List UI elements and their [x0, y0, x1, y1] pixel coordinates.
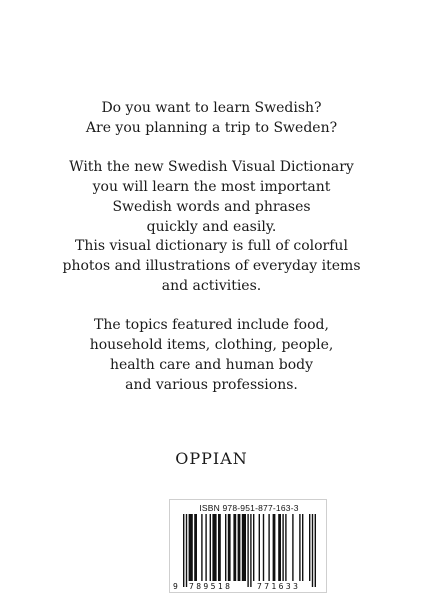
barcode-bar: [309, 514, 310, 581]
barcode-right-digits: 771633: [257, 582, 301, 591]
blurb-line: and activities.: [161, 278, 262, 294]
barcode-bar: [210, 514, 211, 581]
barcode-bar: [263, 514, 264, 581]
barcode-bar: [302, 514, 303, 581]
barcode-guard-bar: [250, 514, 251, 587]
blurb-line: Swedish words and phrases: [112, 199, 311, 215]
blurb-paragraph-4: [0, 315, 423, 395]
blurb-line: household items, clothing, people,: [89, 337, 334, 353]
barcode-bar: [205, 514, 206, 581]
barcode-bar: [233, 514, 236, 581]
barcode-bar: [201, 514, 202, 581]
barcode-bar: [282, 514, 283, 581]
blurb-line: This visual dictionary is full of colorful: [75, 238, 348, 254]
barcode-guard-bar: [312, 514, 313, 587]
barcode-bar: [253, 514, 254, 581]
barcode-guard-bar: [247, 514, 248, 587]
publisher-name: OPPIAN: [175, 449, 248, 468]
barcode-bar: [189, 514, 193, 581]
blurb-paragraph-3: [0, 236, 423, 296]
blurb-line: The topics featured include food,: [94, 317, 329, 333]
blurb-line: photos and illustrations of everyday items: [62, 258, 361, 274]
barcode-bar: [194, 514, 197, 581]
barcode-bar: [268, 514, 269, 581]
isbn-label: ISBN 978-951-877-163-3: [199, 503, 299, 513]
barcode-bar: [273, 514, 276, 581]
blurb-paragraph-1: [0, 98, 423, 138]
blurb-paragraph-2: [0, 157, 423, 237]
barcode-left-digits: 789518: [189, 582, 233, 591]
blurb-line: With the new Swedish Visual Dictionary: [69, 159, 354, 175]
barcode-graphic: [170, 500, 328, 594]
barcode-bar: [212, 514, 216, 581]
blurb-line: Do you want to learn Swedish?: [101, 100, 322, 116]
barcode-bar: [285, 514, 286, 581]
barcode-bar: [225, 514, 226, 581]
barcode-bar: [259, 514, 260, 581]
blurb-line: Are you planning a trip to Sweden?: [85, 120, 338, 136]
barcode-bar: [242, 514, 246, 581]
barcode-first-digit: 9: [173, 582, 178, 591]
blurb-line: health care and human body: [110, 357, 313, 373]
barcode-bar: [278, 514, 281, 581]
barcode-guard-bar: [315, 514, 316, 587]
barcode-bar: [218, 514, 221, 581]
blurb-line: and various professions.: [125, 377, 298, 393]
barcode-bar: [299, 514, 300, 581]
blurb-line: quickly and easily.: [146, 219, 277, 235]
barcode-bar: [228, 514, 231, 581]
barcode-bar: [292, 514, 293, 581]
barcode-guard-bar: [183, 514, 184, 587]
barcode-bar: [238, 514, 241, 581]
blurb-line: you will learn the most important: [92, 179, 331, 195]
barcode-guard-bar: [186, 514, 187, 587]
barcode-panel: [169, 499, 327, 593]
